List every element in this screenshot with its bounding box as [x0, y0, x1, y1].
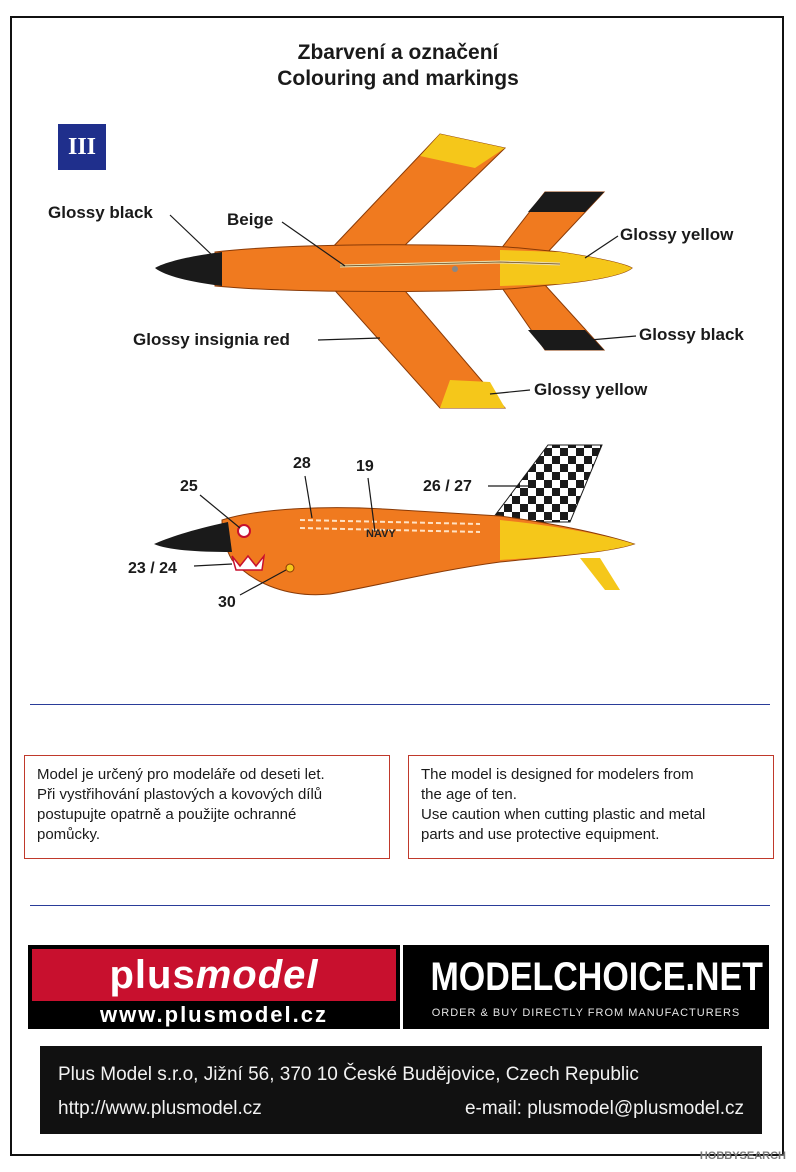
callout-25: 25: [180, 478, 198, 495]
notice-en-line-3: Use caution when cutting plastic and metal: [421, 806, 706, 823]
label-glossy-insignia-red: Glossy insignia red: [133, 330, 290, 349]
notice-cz-line-4: pomůcky.: [37, 826, 101, 843]
company-email: e-mail: plusmodel@plusmodel.cz: [464, 1098, 744, 1119]
notice-english: [408, 755, 774, 859]
company-address: Plus Model s.r.o, Jižní 56, 370 10 České Budějovice, Czech Republic: [58, 1064, 639, 1085]
top-tailcone-yellow: [500, 250, 632, 286]
notice-czech: [24, 755, 390, 859]
side-tailcone-yellow: [500, 520, 634, 560]
side-marking-30: [286, 564, 294, 572]
notice-cz-line-3: postupujte opatrně a použijte ochranné: [37, 806, 297, 823]
callout-23-24: 23 / 24: [128, 560, 177, 577]
company-website: http://www.plusmodel.cz: [58, 1098, 262, 1119]
callout-28: 28: [293, 455, 311, 472]
leader-glossy-yellow-tail: [585, 236, 618, 258]
plusmodel-url: www.plusmodel.cz: [100, 1002, 328, 1027]
label-glossy-yellow-wing: Glossy yellow: [534, 380, 648, 399]
divider-top: [30, 704, 770, 705]
label-glossy-yellow-tail: Glossy yellow: [620, 225, 734, 244]
leader-25: [200, 495, 240, 528]
leader-glossy-black-nose: [170, 215, 212, 255]
notice-en-line-2: the age of ten.: [421, 786, 517, 803]
callout-30: 30: [218, 594, 236, 611]
modelchoice-logo: [403, 945, 769, 1029]
leader-23-24: [194, 564, 232, 566]
label-glossy-black-fin: Glossy black: [639, 325, 744, 344]
scheme-badge: III: [58, 124, 106, 170]
title-czech: Zbarvení a označení: [297, 41, 499, 64]
top-fin-upper-tip: [528, 192, 604, 212]
plusmodel-wordmark: [32, 949, 396, 1001]
leader-glossy-yellow-wing: [490, 390, 530, 394]
watermark: HOBBYSEARCH: [699, 1150, 786, 1162]
plusmodel-word-model: model: [195, 953, 319, 997]
side-view-drone: [154, 445, 634, 595]
leader-glossy-black-fin: [590, 336, 636, 340]
plusmodel-logo: [28, 945, 400, 1029]
leader-insignia-red: [318, 338, 380, 340]
side-shark-eye: [238, 525, 250, 537]
side-ventral-fin: [580, 558, 620, 590]
label-glossy-black-nose: Glossy black: [48, 203, 153, 222]
notice-en-line-1: The model is designed for modelers from: [421, 766, 694, 783]
plusmodel-word-plus: plus: [109, 953, 196, 997]
callout-26-27: 26 / 27: [423, 478, 472, 495]
notice-cz-line-1: Model je určený pro modeláře od deseti let.: [37, 766, 325, 783]
top-access-panel: [452, 266, 458, 272]
side-nose-black: [154, 522, 232, 552]
title-english: Colouring and markings: [277, 67, 519, 90]
label-beige: Beige: [227, 210, 274, 229]
divider-bottom: [30, 905, 770, 906]
notice-cz-line-2: Při vystřihování plastových a kovových dílů: [37, 786, 323, 803]
side-checkered-fin: [490, 445, 602, 522]
modelchoice-tagline: ORDER & BUY DIRECTLY FROM MANUFACTURERS: [431, 1007, 741, 1019]
top-nose-black: [155, 252, 222, 286]
modelchoice-wordmark: MODELCHOICE.NET: [430, 955, 763, 999]
address-box: [40, 1046, 762, 1134]
navy-marking: NAVY: [366, 528, 396, 540]
callout-19: 19: [356, 458, 374, 475]
notice-en-line-4: parts and use protective equipment.: [421, 826, 660, 843]
top-view-drone: [155, 134, 636, 408]
